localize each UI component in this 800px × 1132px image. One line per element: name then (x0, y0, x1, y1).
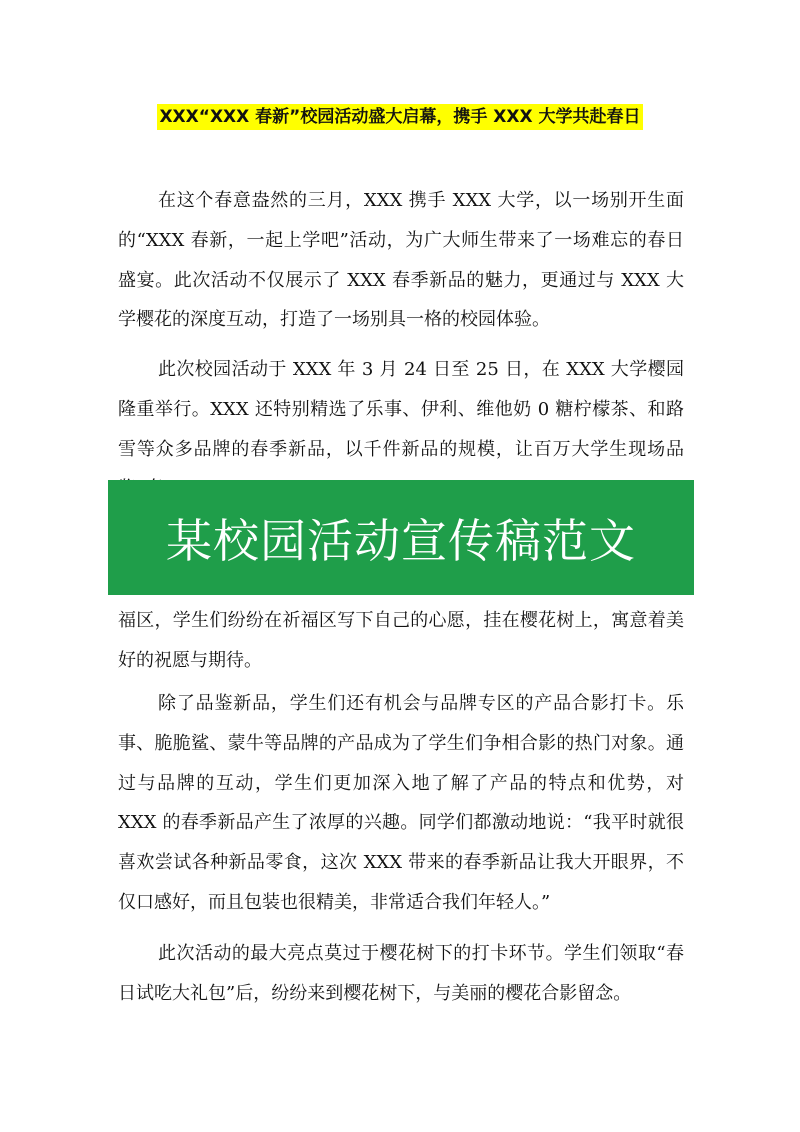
document-title (0, 104, 800, 130)
paragraph-highlight: 此次活动的最大亮点莫过于樱花树下的打卡环节。学生们领取“春日试吃大礼包”后，纷纷来到樱花树下，与美丽的樱花合影留念。 (118, 943, 684, 1004)
paragraph-intro: 在这个春意盎然的三月，XXX 携手 XXX 大学，以一场别开生面的“XXX 春新，一起上学吧”活动，为广大师生带来了一场难忘的春日盛宴。此次活动不仅展示了 XXX 春季新品的魅力，更通过与 XXX 大学樱花的深度互动，打造了一场别具一格的校园体验。 (118, 190, 684, 331)
promo-banner-text: 某校园活动宣传稿范文 (166, 513, 636, 568)
paragraph-event-dates: 此次校园活动于 XXX 年 3 月 24 日至 25 日，在 XXX 大学樱园隆重举行。XXX 还特别精选了乐事、伊利、维他奶 0 糖柠檬茶、和路雪等众多品牌的春季新品，以千件新品的规模，让百万大学生现场品 (118, 359, 684, 460)
promo-banner (108, 480, 694, 595)
document-title-text: XXX“XXX 春新”校园活动盛大启幕，携手 XXX 大学共赴春日 (157, 104, 642, 130)
paragraph-photo-checkin: 除了品鉴新品，学生们还有机会与品牌专区的产品合影打卡。乐事、脆脆鲨、蒙牛等品牌的产品成为了学生们争相合影的热门对象。通过与品牌的互动，学生们更加深入地了解了产品的特点和优势，对 XXX 的春季新品产生了浓厚的兴趣。同学们都激动地说：“我平时就很喜欢尝试各种新品零食，这次 XXX 带来的春季新品让我大开眼界，不仅口感好，而且包装也很精美，非常适合我们年轻人。” (118, 693, 684, 913)
paragraph-wish-area: 福区，学生们纷纷在祈福区写下自己的心愿，挂在樱花树上，寓意着美好的祝愿与期待。 (118, 610, 684, 671)
